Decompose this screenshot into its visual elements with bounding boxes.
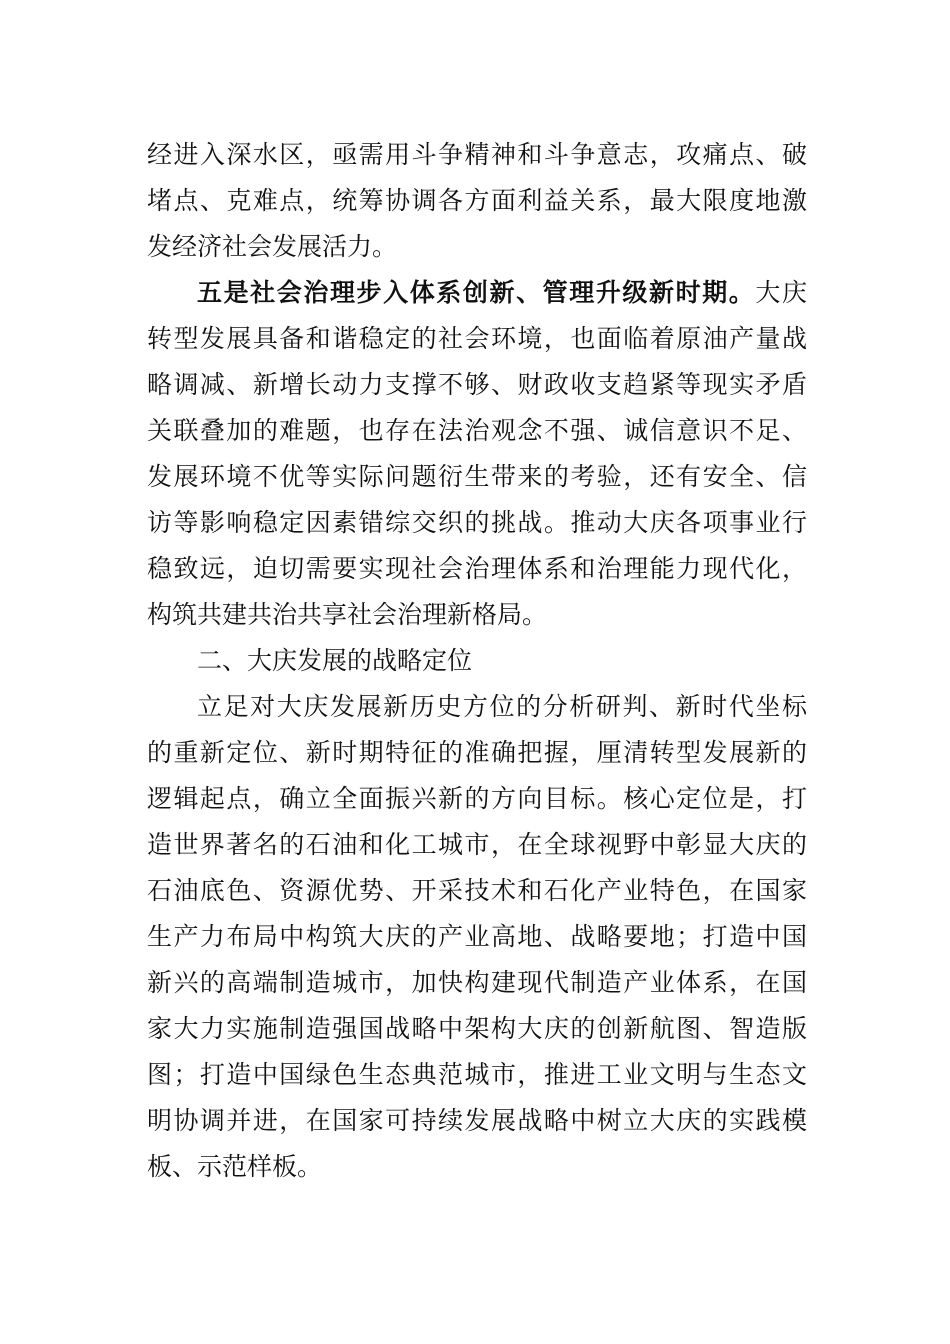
paragraph-line: 堵点、克难点，统筹协调各方面利益关系，最大限度地激 — [147, 186, 807, 215]
paragraph-line: 经进入深水区，亟需用斗争精神和斗争意志，攻痛点、破 — [147, 140, 807, 169]
section-lead-rest: 大庆 — [755, 278, 807, 307]
paragraph-line: 板、示范样板。 — [147, 1152, 323, 1181]
paragraph-line: 转型发展具备和谐稳定的社会环境，也面临着原油产量战 — [147, 324, 807, 353]
paragraph-line: 家大力实施制造强国战略中架构大庆的创新航图、智造版 — [147, 1014, 807, 1043]
paragraph-first-line: 立足对大庆发展新历史方位的分析研判、新时代坐标 — [197, 692, 807, 721]
section-heading: 二、大庆发展的战略定位 — [197, 646, 473, 675]
paragraph-line: 新兴的高端制造城市，加快构建现代制造产业体系，在国 — [147, 968, 807, 997]
paragraph-first-line — [147, 270, 807, 316]
paragraph-line: 构筑共建共治共享社会治理新格局。 — [147, 600, 548, 629]
paragraph-line: 访等影响稳定因素错综交织的挑战。推动大庆各项事业行 — [147, 508, 807, 537]
paragraph-line: 稳致远，迫切需要实现社会治理体系和治理能力现代化， — [147, 554, 807, 583]
paragraph-line: 关联叠加的难题，也存在法治观念不强、诚信意识不足、 — [147, 416, 807, 445]
paragraph-line: 发展环境不优等实际问题衍生带来的考验，还有安全、信 — [147, 462, 807, 491]
paragraph-line: 发经济社会发展活力。 — [147, 232, 398, 261]
paragraph-line: 的重新定位、新时期特征的准确把握，厘清转型发展新的 — [147, 738, 807, 767]
paragraph-line: 造世界著名的石油和化工城市，在全球视野中彰显大庆的 — [147, 830, 807, 859]
document-body — [147, 132, 807, 1190]
paragraph-line: 逻辑起点，确立全面振兴新的方向目标。核心定位是，打 — [147, 784, 807, 813]
paragraph-line: 明协调并进，在国家可持续发展战略中树立大庆的实践模 — [147, 1106, 807, 1135]
section-lead-bold: 五是社会治理步入体系创新、管理升级新时期。 — [197, 278, 756, 307]
paragraph-line: 石油底色、资源优势、开采技术和石化产业特色，在国家 — [147, 876, 807, 905]
paragraph-line: 略调减、新增长动力支撑不够、财政收支趋紧等现实矛盾 — [147, 370, 807, 399]
paragraph-line: 图；打造中国绿色生态典范城市，推进工业文明与生态文 — [147, 1060, 807, 1089]
paragraph-line: 生产力布局中构筑大庆的产业高地、战略要地；打造中国 — [147, 922, 807, 951]
